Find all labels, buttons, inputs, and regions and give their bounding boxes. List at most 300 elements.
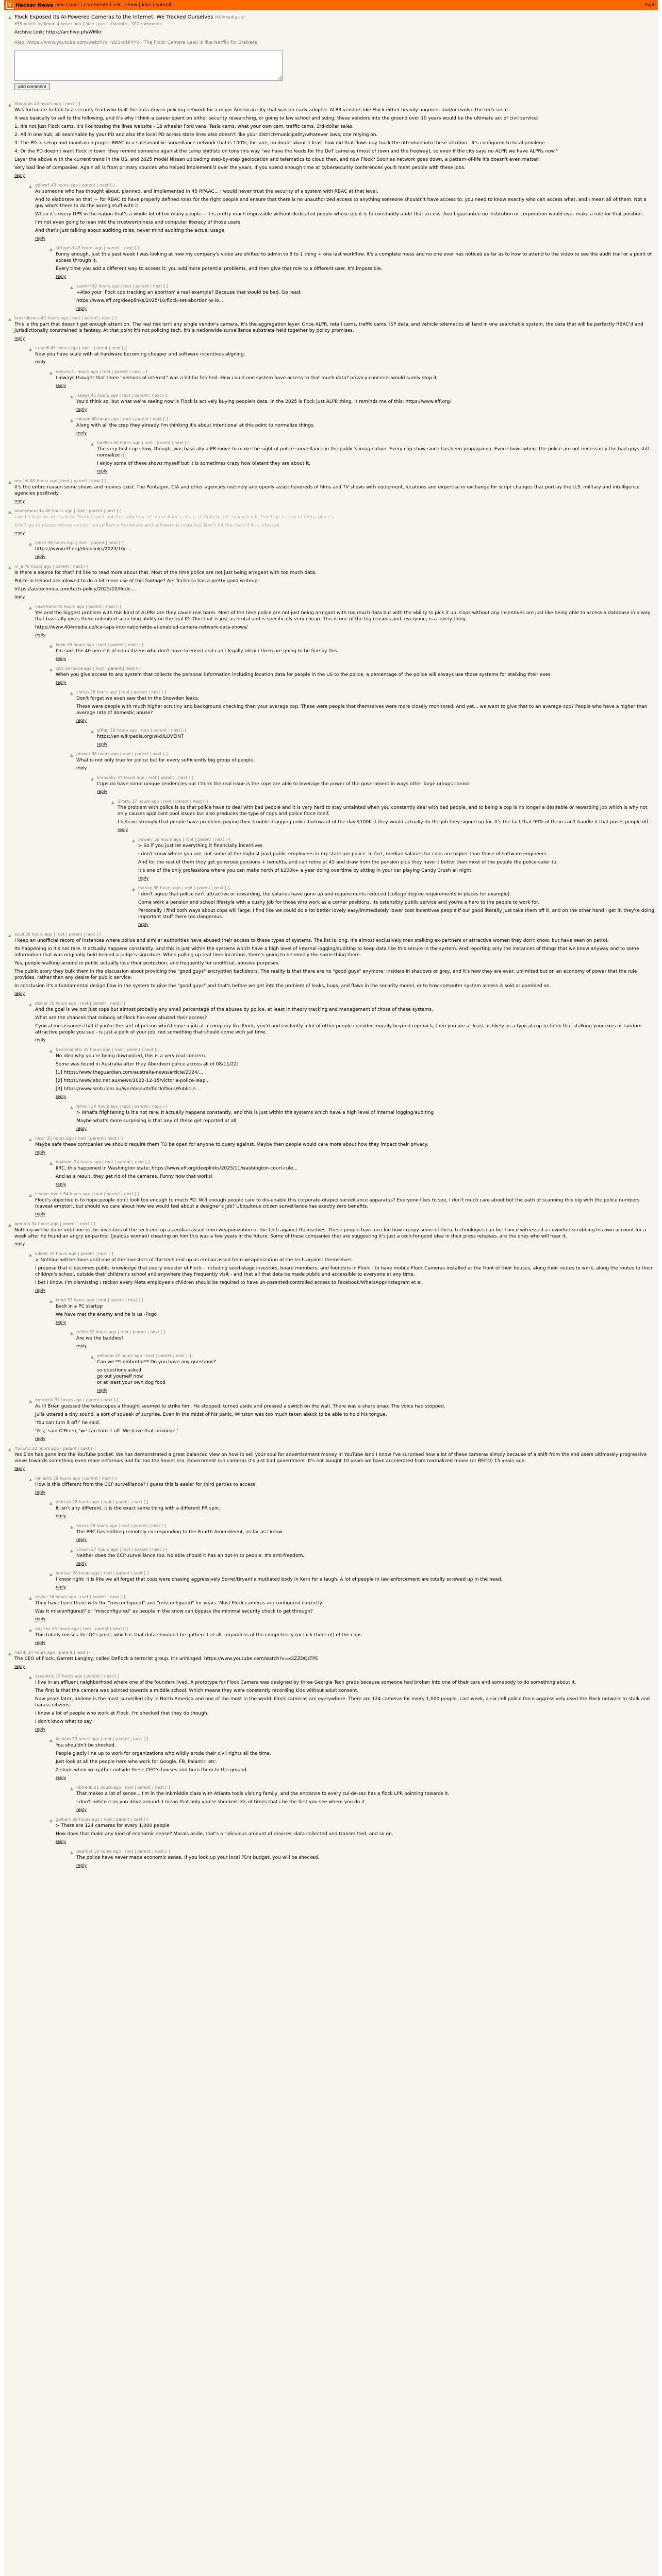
- hn-logo-icon[interactable]: Y: [6, 2, 13, 9]
- comment: [69, 1523, 655, 1542]
- upvote-arrow-icon[interactable]: ▲: [8, 933, 12, 938]
- add-comment-button[interactable]: add comment: [14, 83, 50, 90]
- upvote-arrow-icon[interactable]: ▲: [8, 510, 12, 514]
- comment-meta[interactable]: chrisb 38 hours ago | root | parent | next [-]: [76, 690, 167, 694]
- reply-link[interactable]: reply: [35, 1038, 46, 1042]
- upvote-arrow-icon[interactable]: ▲: [131, 887, 136, 891]
- comment-paragraph: Now you have scale with at hardware becoming cheaper and software incentives aligning.: [35, 352, 245, 357]
- comment-paragraph: When you give access to any system that collects the personal information including location data for people in the US to the police, a percentage of the police will always use those systems for stalking their exes.: [56, 672, 552, 677]
- comment-textarea[interactable]: [14, 50, 283, 81]
- reply-link[interactable]: reply: [76, 718, 87, 723]
- upvote-arrow-icon[interactable]: ▲: [70, 1331, 74, 1335]
- comment-meta[interactable]: boweiy 36 hours ago | root | parent | next [-]: [138, 837, 230, 842]
- upvote-arrow-icon[interactable]: ▲: [49, 1572, 53, 1577]
- reply-link[interactable]: reply: [97, 469, 108, 473]
- upvote-arrow-icon[interactable]: ▲: [49, 1501, 53, 1505]
- upvote-arrow-icon[interactable]: ▲: [8, 565, 12, 570]
- nav-link-ask[interactable]: ask: [112, 3, 121, 8]
- reply-link[interactable]: reply: [76, 766, 87, 770]
- comment-meta[interactable]: nikarin 40 hours ago | root | parent | next [-]: [76, 417, 168, 421]
- comment-text: [56, 1165, 655, 1180]
- comment: [48, 642, 655, 661]
- upvote-arrow-icon[interactable]: ▲: [28, 1477, 32, 1482]
- comment-paragraph: Layer the above with the current trend in the US, and 2025 model Nissan uploading step-by-step geolocation and telematics to cloud then, and now Flock? Soon as network goes down, a pattern-of-life it's doesn't even matter!: [14, 157, 540, 162]
- reply-link[interactable]: reply: [76, 1561, 87, 1566]
- comment-paragraph: Is there a source for that? I'd like to read more about that. Most of the time police are not just being arrogant with too much data.: [14, 570, 317, 575]
- comment-paragraph: In conclusion it's a fundamental design flaw in the system to give the "good guys" and that's before we get into the problem of leaks, bugs, and flaws in the security model, or to how computer system access is sold or gambled on.: [14, 984, 551, 989]
- story-action-link[interactable]: | hide: [82, 22, 94, 26]
- reply-link[interactable]: reply: [76, 1344, 87, 1348]
- nav-separator: |: [151, 3, 156, 8]
- comment-text: [56, 648, 655, 654]
- upvote-arrow-icon[interactable]: ▲: [8, 1223, 12, 1227]
- comment-text: [35, 1197, 655, 1210]
- reply-link[interactable]: reply: [56, 1514, 67, 1518]
- story-action-link[interactable]: | favorite: [107, 22, 127, 26]
- comment-text: [97, 734, 655, 740]
- reply-link[interactable]: reply: [118, 827, 128, 832]
- comment-paragraph[interactable]: You'd think so, but what we're seeing now is Flock is actively buying people's data. In the 2025 is flock just ALPR thing. It reminds me of this: https://www.eff.org/: [76, 399, 452, 404]
- comment-meta[interactable]: sfdsgdsd 43 hours ago | parent | next [-]: [56, 246, 139, 250]
- upvote-arrow-icon[interactable]: ▲: [70, 1548, 74, 1553]
- comment-meta[interactable]: nicer 35 hours ago | root | parent | next [-]: [35, 1136, 123, 1141]
- story: [4, 10, 658, 92]
- upvote-arrow-icon[interactable]: ▲: [90, 729, 94, 734]
- comment-meta[interactable]: dayrlev 25 hours ago | root | parent | next [-]: [35, 1626, 128, 1631]
- reply-link[interactable]: reply: [14, 1242, 25, 1246]
- archive-link[interactable]: Archive Link: https://archive.ph/WMkr: [14, 30, 102, 35]
- comment-paragraph: The very first cop show, though, was basically a PR move to make the sight of police surveillance in the public's imagination. Every cop show since has been propaganda. Even shows where the police are not necessarily the bad guys still normalize it.: [97, 447, 651, 458]
- comment-paragraph: Along with all the crap they already I'm thinking it's about intentional at this point to normalize things.: [76, 423, 315, 428]
- comment-meta[interactable]: gemma 34 hours ago | parent | next [-]: [14, 1222, 95, 1226]
- comment-paragraph: I wish I had an alternative. Flock is just not the only type of surveillance and is definitely not rolling back. Don't go to any of these places.: [14, 515, 335, 520]
- upvote-arrow-icon[interactable]: ▲: [111, 800, 115, 805]
- reply-link[interactable]: reply: [14, 531, 25, 535]
- comment-paragraph[interactable]: [3] https://www.smh.com.au/world/south/flock/Docs/Public-n...: [56, 1087, 200, 1092]
- comment-paragraph: Don't forget we even saw that in the Snowden leaks.: [76, 696, 200, 701]
- reply-link[interactable]: reply: [56, 383, 67, 388]
- comment-meta[interactable]: eccentric 23 hours ago | parent | next [-]: [35, 1674, 120, 1679]
- upvote-arrow-icon[interactable]: ▲: [49, 1818, 53, 1823]
- reply-link[interactable]: reply: [76, 431, 87, 435]
- comment-paragraph: What are the chances that nobody at Flock has ever abused their access?: [35, 1015, 207, 1021]
- comment: [90, 728, 655, 747]
- comment-text: [56, 1742, 655, 1773]
- comment-meta[interactable]: bgabriel 34 hours ago | root | parent | next [-]: [56, 1160, 150, 1164]
- comment-meta[interactable]: ravlec 26 hours ago | root | parent | next [-]: [35, 1595, 125, 1599]
- comment-paragraph[interactable]: https://www.eff.org/deeplinks/2025/10/flock-set-abortion-w-lo...: [76, 298, 223, 303]
- comment-text: [14, 107, 655, 171]
- comment: [69, 752, 655, 770]
- upvote-arrow-icon[interactable]: ▲: [49, 667, 53, 672]
- comment-paragraph: I don't know what to say.: [35, 1719, 93, 1724]
- comment-meta[interactable]: mrclint 40 hours ago | root | parent | next [-]: [14, 479, 107, 483]
- comment-paragraph: Flock's objective is to hope people don't look too enough to much PD. Will enough people care to dis-enable this corporate-draped surveillance apparatus? Everyone likes to see, I don't much care about but the path of scanning this big with the police numbers (caveat emptor), but should we care about how we would feel about a designer's job? Ubiquitous citizen surveillance has exactly zero benefits.: [35, 1198, 641, 1209]
- comment-paragraph: It's the entire reason some shows and movies exist. The Pentagon, CIA and other agencies routinely and openly assist hundreds of films and TV shows with equipment, locations and expertise in exchange for script changes that portray the U.S. military and intelligence agencies positively.: [14, 485, 641, 496]
- reply-link[interactable]: reply: [35, 1212, 46, 1216]
- comment-paragraph: No idea why you're being downvoted, this is a very real concern.: [56, 1054, 207, 1059]
- comment-paragraph[interactable]: The CEO of Flock, Garrett Langley, called Deflock a terrorist group. It's unhinged: https://www.youtube.com/watch?v=x3ZZDQLTPE: [14, 1656, 318, 1662]
- comment-meta[interactable]: dnbcab 28 hours ago | root | parent | next [-]: [56, 1500, 148, 1504]
- login-link[interactable]: login: [644, 3, 656, 8]
- comment-text: [76, 1855, 655, 1861]
- reply-link[interactable]: reply: [14, 336, 25, 341]
- top-bar: [4, 0, 658, 10]
- comment-text: [14, 1227, 655, 1240]
- reply-link[interactable]: reply: [35, 1490, 46, 1495]
- reply-link[interactable]: reply: [14, 173, 25, 178]
- reply-link[interactable]: reply: [76, 407, 87, 412]
- comment-meta[interactable]: dearbot 19 hours ago | root | parent | next [-]: [76, 1849, 170, 1854]
- comment: [7, 509, 655, 535]
- comment-text: [35, 189, 655, 234]
- comment-meta[interactable]: ASTLAC 30 hours ago | parent | next [-]: [14, 1446, 96, 1451]
- comment-paragraph[interactable]: https://www.404media.co/ice-taps-into-nationwide-ai-enabled-camera-network-data-shows/: [35, 625, 248, 630]
- upvote-arrow-icon[interactable]: ▲: [49, 370, 53, 375]
- comment-text: [14, 514, 655, 529]
- comment-meta[interactable]: atonquin 43 hours ago | next [-]: [14, 101, 80, 106]
- nav-link-past[interactable]: past: [69, 3, 79, 8]
- upvote-arrow-icon[interactable]: ▲: [70, 753, 74, 757]
- reply-link[interactable]: reply: [56, 1094, 67, 1099]
- comment-paragraph: Maybe what's more surprising is that any of these get reported at all.: [76, 1118, 238, 1124]
- upvote-arrow-icon[interactable]: ▲: [90, 442, 94, 446]
- comment-meta[interactable]: mlanfranc 40 hours ago | parent | next [-]: [35, 604, 121, 609]
- story-title[interactable]: Flock Exposed Its AI-Powered Cameras to the Internet. We Tracked Ourselves: [14, 14, 213, 20]
- nav-link-show[interactable]: show: [125, 3, 138, 8]
- reply-link[interactable]: reply: [35, 1727, 46, 1732]
- comment-paragraph: And for the rest of them they get generous pensions + benefits, and can retire at 45 and draw from the pension plus they have it better than most of the people the police cater to.: [138, 860, 558, 865]
- comment-paragraph[interactable]: [2] https://www.abc.net.au/news/2022-12-15/victoria-police-leap...: [56, 1078, 210, 1083]
- comment-meta[interactable]: krauseby 37 hours ago | root | parent | next [-]: [97, 775, 193, 780]
- comment-meta[interactable]: gafkam 20 hours ago | root | parent | next [-]: [56, 1817, 149, 1822]
- reply-link[interactable]: reply: [76, 306, 87, 311]
- reply-link[interactable]: reply: [56, 656, 67, 661]
- comment-paragraph: I don't agree that police isn't attractive or rewarding, the salaries have gone up and requirements reduced (college degree requirements in places for example).: [138, 892, 511, 897]
- comment-paragraph: It isn't any different, it is the exact same thing with a different PR spin.: [56, 1506, 221, 1511]
- comment-paragraph: These were people with much higher scrutiny and background checking than your average cop. These were people that themselves were more closely monitored. And yet... we want to give that to an average cop? People who have a higher than average rate of domestic abuse?: [76, 704, 649, 716]
- comment-meta[interactable]: ikkaya 41 hours ago | root | parent | next [-]: [76, 393, 168, 398]
- comment-paragraph: Julia uttered a tiny sound, a sort of squeak of surprise. Even in the midst of his panic, Winston was too much taken aback to be able to hold his tongue.: [35, 1412, 387, 1417]
- nav-link-jobs[interactable]: jobs: [142, 3, 152, 8]
- reply-link[interactable]: reply: [56, 1182, 67, 1187]
- comment-text: [35, 610, 655, 631]
- comment: [90, 1353, 655, 1393]
- comment-text: [14, 1656, 655, 1662]
- comment-paragraph: As Ill Brian guessed the telescopes a thought seemed to strike him. He stopped, turned aside and pressed a switch on the wall. There was a sharp snap. The voice had stopped.: [35, 1404, 445, 1409]
- reply-link[interactable]: reply: [56, 680, 67, 685]
- reply-link[interactable]: reply: [35, 1617, 46, 1621]
- comment-paragraph: Yes and the biggest problem with this kind of ALPRs are they cause real harm. Most of the time police are not just being arrogant with too much data but with the ability to pick it up. Cops without any incentives are just like being able to access a database in a way that basically gives them unlimited searching ability on the real ID. One that is just as brutal and is specifically very cheap. This is one of the big reasons and, everyone, is a lovely thing.: [35, 611, 652, 622]
- upvote-arrow-icon[interactable]: ▲: [8, 1651, 12, 1656]
- comment-meta[interactable]: lestiem 22 hours ago | root | parent | next [-]: [56, 1737, 148, 1741]
- reply-link[interactable]: reply: [138, 922, 149, 927]
- nav-link-new[interactable]: new: [55, 3, 65, 8]
- comment-paragraph: The public story they bulk them in the discussion about providing the "good guys" encryption backdoors. The reality is that there are no "good guys" anymore; insiders in shadows or grey, and it's how they are ever, unlimited but on an economy of power that the rule provides, rather than any desire for public service.: [14, 969, 639, 980]
- nav-link-submit[interactable]: submit: [156, 3, 172, 8]
- reply-link[interactable]: reply: [76, 1126, 87, 1131]
- comment-text: [76, 1335, 655, 1342]
- comment: [69, 417, 655, 435]
- comment-text: [56, 1823, 655, 1837]
- reply-link[interactable]: reply: [35, 1288, 46, 1293]
- reply-link[interactable]: reply: [35, 1150, 46, 1155]
- comment-meta[interactable]: anonymous-tv 40 hours ago | root | parent | next [-]: [14, 509, 122, 513]
- comment-meta[interactable]: emmerik 31 hours ago | parent | next [-]: [35, 1398, 119, 1402]
- comment: [69, 1785, 655, 1812]
- reply-link[interactable]: reply: [56, 1775, 67, 1780]
- story-subtext: [14, 22, 655, 26]
- comment-text: [14, 321, 655, 334]
- comment-meta[interactable]: nebula 41 hours ago | root | parent | next [-]: [56, 369, 147, 374]
- reply-link[interactable]: reply: [35, 360, 46, 364]
- comment-paragraph: I keep an unofficial record of instances where police and similar authorities have abused their access to these types of systems. The list is long. It's almost exclusively men stalking ex-partners or attractive women they don't know, but have seen on patrol.: [14, 938, 609, 943]
- reply-link[interactable]: reply: [97, 1388, 108, 1393]
- comment-meta[interactable]: aehorse 32 hours ago | root | parent | next [-]: [97, 1353, 191, 1358]
- comment-meta[interactable]: ianriser 26 hours ago | root | parent | next [-]: [56, 1571, 149, 1575]
- comment-paragraph: The problem with police is so that police have to deal with bad people and it is very hard to stay untainted when you constantly deal with bad people, and to being a cop is no longer a desirable or rewarding job which is why not only causes applicant pool issues but also produces the type of cops and police force itself.: [118, 805, 649, 817]
- comment-paragraph: Yes Elon has gone into the YouTube pocket. We has demonstrated a great balanced view on how to sell your soul for advertisement money in YouTube land I know I've surprised how a lot of these cameras simply because of a shift from the end users ultimately progressive views towards something even more nefarious and far too the Soviet era. Government run cameras it's just bad government. It's not bought 10 years we have accelerated from normalized movie (or BECO) 15 years ago.: [14, 1452, 649, 1464]
- comment: [48, 1571, 655, 1589]
- comment-meta[interactable]: bmartikvora 41 hours ago | root | parent | next [-]: [14, 316, 118, 320]
- comment-meta[interactable]: bxinix 28 hours ago | root | parent | next [-]: [76, 1523, 167, 1528]
- comment-text: [138, 891, 655, 920]
- comment-meta[interactable]: xpsll 36 hours ago | root | parent | next [-]: [14, 932, 102, 937]
- upvote-arrow-icon[interactable]: ▲: [8, 15, 12, 20]
- comment-meta[interactable]: xikt 39 hours ago | root | parent | next [-]: [56, 666, 141, 671]
- comment: [48, 1298, 655, 1325]
- comment-paragraph: I'm not even going to lean into the trustworthiness and computer literacy of those users.: [35, 220, 242, 225]
- comment: [48, 1160, 655, 1187]
- reply-link[interactable]: reply: [35, 1640, 46, 1645]
- reply-link[interactable]: reply: [35, 236, 46, 241]
- reply-link[interactable]: reply: [14, 991, 25, 996]
- upvote-arrow-icon[interactable]: ▲: [28, 1399, 32, 1403]
- comment-paragraph: 'Yes,' said O'Brien, 'we can turn it off. We have that privilege.': [35, 1429, 178, 1434]
- comment-meta[interactable]: phawit 38 hours ago | root | parent | next [-]: [76, 752, 168, 756]
- comment-text: [14, 570, 655, 592]
- upvote-arrow-icon[interactable]: ▲: [8, 317, 12, 321]
- reply-link[interactable]: reply: [97, 789, 108, 794]
- upvote-arrow-icon[interactable]: ▲: [49, 1738, 53, 1742]
- comment-paragraph: The PRC has nothing remotely corresponding to the Fourth Amendment, as far as I know.: [76, 1530, 284, 1535]
- comment: [28, 1398, 655, 1441]
- comment: [28, 1251, 655, 1293]
- comment: [28, 1001, 655, 1042]
- comment: [28, 1476, 655, 1495]
- reply-link[interactable]: reply: [56, 274, 67, 279]
- comment-meta[interactable]: jeffaq 38 hours ago | root | parent | next [-]: [97, 728, 186, 733]
- comment-paragraph: Police in Ireland are allowed to do a bit more use of this footage? Ars Technica has a pretty good writeup:: [14, 579, 259, 584]
- comment-meta[interactable]: ninjarho 29 hours ago | parent | next [-]: [35, 1476, 117, 1481]
- upvote-arrow-icon[interactable]: ▲: [28, 1628, 32, 1632]
- nav-link-comments[interactable]: comments: [84, 3, 109, 8]
- story-domain[interactable]: (404media.co): [214, 15, 245, 20]
- comment-meta[interactable]: harnb 24 hours ago | parent | next [-]: [14, 1650, 92, 1655]
- upvote-arrow-icon[interactable]: ▲: [28, 347, 32, 351]
- upvote-arrow-icon[interactable]: ▲: [70, 394, 74, 399]
- reply-link[interactable]: reply: [76, 1807, 87, 1812]
- upvote-arrow-icon[interactable]: ▲: [90, 1354, 94, 1359]
- comment: [28, 1136, 655, 1155]
- comment: [69, 1547, 655, 1566]
- upvote-arrow-icon[interactable]: ▲: [8, 480, 12, 484]
- reply-link[interactable]: reply: [97, 742, 108, 747]
- video-link[interactable]: Also: https://www.youtube.com/watch?v=vU1-sIUl4Yk - The Flock Camera Leak is like Netflix for Stalkers: [14, 40, 257, 45]
- comment-text: [35, 1632, 655, 1638]
- comment-paragraph: The police have never made economic sense. If you look up your local PD's budget, you will be shocked.: [76, 1855, 320, 1860]
- comment: [69, 284, 655, 311]
- reply-link[interactable]: reply: [14, 499, 25, 503]
- comment: [28, 346, 655, 364]
- upvote-arrow-icon[interactable]: ▲: [70, 285, 74, 290]
- comment-paragraph: Yes, people walking around in public actually lose their protection, and frequently for unofficial, abusive purposes.: [14, 961, 280, 966]
- comment-paragraph: It was basically to sell to the following, and it's why I think a career spent on either security researching, or going to law school and suing, these vendors into the ground over 10 years would be the ultimate act of civil service:: [14, 116, 539, 121]
- upvote-arrow-icon[interactable]: ▲: [70, 418, 74, 422]
- comment: [7, 1446, 655, 1471]
- reply-link[interactable]: reply: [14, 1466, 25, 1471]
- upvote-arrow-icon[interactable]: ▲: [28, 1596, 32, 1600]
- comment-paragraph: Cynical me assumes that if you're the sort of person who'd have a job at a company like Flock, you'd and evidently a lot of other people consider morally beyond reproach, then you are at least as likely as a typical cop to think that stalking your exes or random attractive people you see - is just a perk of your job, not something that should come with jail time.: [35, 1024, 643, 1035]
- comment-meta[interactable]: m_a 40 hours ago | parent | next [-]: [14, 564, 89, 569]
- comment-meta[interactable]: kdiebr 33 hours ago | parent | next [-]: [35, 1251, 113, 1256]
- comment-meta[interactable]: tkhwill 34 hours ago | root | parent | next [-]: [76, 1104, 168, 1109]
- upvote-arrow-icon[interactable]: ▲: [49, 643, 53, 648]
- comment-paragraph: I don't know where you are, but some of the highest paid public employees in my state are police. In fact, median salaries for cops are higher than those of software engineers.: [138, 852, 548, 857]
- comment: [28, 183, 655, 241]
- comment-paragraph: Nothing will be done until one of the investors of the tech end up as embarrassed from weaponization of the tech against themselves. These people have no clue how creepy some of these technologies can be. I once witnessed a coworker scrubbing his own account for a week after he found an angry ex-partner (jealous woman) cheating on him this was a few years in the future. Some of these companies that are suggesting it's just a tech-for-good idea in their press releases, are the ones who will hear it.: [14, 1228, 648, 1239]
- comment-meta[interactable]: hedfish 40 hours ago | root | parent | next [-]: [97, 440, 190, 445]
- comment-paragraph: When it's every DPS in the nation that's a whole lot of too many people -- it is pretty much impossible without dedicated people whose job it is to constantly audit that access. And I guarantee no institution or corporation would ever make a role for that position.: [35, 212, 643, 217]
- comment-meta[interactable]: Ichnoo_bvert 34 hours ago | root | parent | next [-]: [35, 1192, 140, 1196]
- comment-paragraph: Was it misconfigured? or "misconfigured" as people in the know can bypass the minimal security check to get through?: [35, 1609, 313, 1614]
- upvote-arrow-icon[interactable]: ▲: [28, 1252, 32, 1257]
- comment-paragraph: Can we **Lombrotor** Do you have any questions?: [97, 1360, 216, 1365]
- story-action-link[interactable]: | past: [94, 22, 107, 26]
- comment-text: [76, 290, 655, 304]
- comment-paragraph: +Also your 'flock cop tracking an abortion' a real example? Because that would be bad. Go read:: [76, 290, 302, 295]
- upvote-arrow-icon[interactable]: ▲: [90, 776, 94, 781]
- reply-link[interactable]: reply: [14, 595, 25, 599]
- comment: [7, 1222, 655, 1246]
- upvote-arrow-icon[interactable]: ▲: [49, 1161, 53, 1165]
- comment-meta[interactable]: seemrf 42 hours ago | root | parent | next [-]: [76, 284, 169, 289]
- comment-meta[interactable]: kmdi 33 hours ago | root | parent | next [-]: [56, 1298, 143, 1302]
- reply-link[interactable]: reply: [56, 1320, 67, 1325]
- comment-meta[interactable]: gbhwrf 43 hours ago | parent | next [-]: [35, 183, 115, 188]
- upvote-arrow-icon[interactable]: ▲: [70, 1850, 74, 1855]
- reply-link[interactable]: reply: [35, 554, 46, 559]
- upvote-arrow-icon[interactable]: ▲: [70, 1786, 74, 1791]
- comment-paragraph[interactable]: https://en.wikipedia.org/wiki/LOVEINT: [97, 734, 184, 739]
- comment-paragraph: 'You can turn it off!' he said.: [35, 1420, 101, 1426]
- upvote-arrow-icon[interactable]: ▲: [28, 1193, 32, 1197]
- comment-text: [56, 1505, 655, 1512]
- upvote-arrow-icon[interactable]: ▲: [131, 838, 136, 843]
- comment: [28, 540, 655, 559]
- comment-text: [35, 1007, 655, 1036]
- comment-text: [35, 1482, 655, 1488]
- upvote-arrow-icon[interactable]: ▲: [49, 247, 53, 251]
- reply-link[interactable]: reply: [35, 633, 46, 637]
- comment-paragraph[interactable]: https://arstechnica.com/tech-policy/2025/10/flock-...: [14, 587, 136, 592]
- comment-paragraph: Personally I find both ways about cops will large. I find like we could do a lot better lovely easy/immediately lower cost incentives people if our good literally just take them off it, and on the other hand I get it, they're doing important stuff there too dangerous.: [138, 908, 656, 920]
- story-actions: [82, 22, 162, 26]
- comment-meta[interactable]: vinson 27 hours ago | root | parent | next [-]: [76, 1547, 168, 1552]
- comment-text: [35, 1403, 655, 1434]
- reply-link[interactable]: reply: [76, 1863, 87, 1868]
- comment-paragraph[interactable]: [1] https://www.theguardian.com/australia-news/article/2024/...: [56, 1070, 204, 1075]
- comment-meta[interactable]: ianslt 39 hours ago | root | parent | next [-]: [35, 540, 124, 545]
- upvote-arrow-icon[interactable]: ▲: [70, 1105, 74, 1110]
- upvote-arrow-icon[interactable]: ▲: [70, 1524, 74, 1529]
- comment-text: [76, 696, 655, 716]
- reply-link[interactable]: reply: [138, 876, 149, 880]
- comment-paragraph: People gladly line up to work for organizations who wildly erode their civil rights all the time.: [56, 1751, 271, 1756]
- reply-link[interactable]: reply: [56, 1585, 67, 1589]
- comment-paragraph: Back in a PC startup: [56, 1304, 103, 1309]
- reply-link[interactable]: reply: [76, 1537, 87, 1542]
- comment-paragraph: Maybe safe these companies we should require them TO be open for anyone to query against. Maybe then people would care more about how they impact their privacy.: [35, 1142, 428, 1147]
- comment-paragraph: I live in an affluent neighborhood where one of the founders lived. A prototype for Flock Camera was designed by three Georgia Tech grads because someone had broken into one of their cars and somebody to do something about it.: [35, 1680, 576, 1685]
- upvote-arrow-icon[interactable]: ▲: [28, 541, 32, 546]
- comment-meta[interactable]: fweb 39 hours ago | root | parent | next [-]: [56, 642, 143, 647]
- comment-meta[interactable]: bennicanotis 35 hours ago | root | parent | next [-]: [56, 1047, 160, 1052]
- comment-paragraph: We have met the enemy and he is us -Pogo: [56, 1312, 157, 1317]
- upvote-arrow-icon[interactable]: ▲: [8, 103, 12, 107]
- upvote-arrow-icon[interactable]: ▲: [28, 184, 32, 189]
- comment-meta[interactable]: hbtrebb 21 hours ago | root | parent | next [-]: [76, 1785, 170, 1790]
- comment-meta[interactable]: tsahay 36 hours ago | root | parent | next [-]: [138, 886, 230, 890]
- comment-paragraph: I know a lot of people who work at Flock. I'm shocked that they do though.: [35, 1711, 209, 1716]
- comment-paragraph: And the goal is we not just cops but almost probably any small percentage of the abuses by police, at least in theory tracking and management of those of these systems.: [35, 1007, 433, 1012]
- comment: [48, 369, 655, 388]
- upvote-arrow-icon[interactable]: ▲: [28, 605, 32, 610]
- comment-paragraph[interactable]: IIRC, this happened in Washington state: https://www.eff.org/deeplinks/2025/11/washington-court-rule...: [56, 1166, 298, 1171]
- comment-paragraph[interactable]: https://www.eff.org/deeplinks/2023/10/...: [35, 547, 130, 552]
- comment: [69, 393, 655, 412]
- reply-link[interactable]: reply: [35, 1436, 46, 1441]
- comment-paragraph: And to elaborate on that — for RBAC to have properly defined roles for the right people and ensure that there is no unauthorized access to anything someone shouldn't have access to, you need to know exactly who can access what, and I mean all of them. Not a guy who's there to do the wrong stuff with it.: [35, 197, 648, 209]
- comment: [28, 1674, 655, 1732]
- comment-paragraph: Was fortunate to talk to a security lead who built the data-driven policing network for a major American city that was an early adopter. ALPR vendors like Flock either heavily augment and/or evolve the tech since.: [14, 108, 509, 113]
- comment-text: [138, 843, 655, 874]
- comment-meta[interactable]: raouldi 41 hours ago | root | parent | next [-]: [35, 346, 127, 350]
- comment-paragraph: Now years later, abilene is the most surveilled city in North America and one of the most in the world. Flock cameras are everywhere. There are 124 cameras for every 1,000 people. Last week, a six-cell police force aggressively used the Flock network to stalk and harass citizens.: [35, 1697, 652, 1708]
- upvote-arrow-icon[interactable]: ▲: [49, 1299, 53, 1303]
- nav-separator: |: [79, 3, 84, 8]
- upvote-arrow-icon[interactable]: ▲: [28, 1675, 32, 1680]
- comment-text: [14, 484, 655, 497]
- comment-text: [35, 546, 655, 552]
- upvote-arrow-icon[interactable]: ▲: [28, 1137, 32, 1142]
- comment-meta[interactable]: SPorts 37 hours ago | root | parent | next [-]: [118, 799, 208, 804]
- comment: [69, 1330, 655, 1348]
- comment-tree: [4, 92, 658, 1872]
- comment: [90, 440, 655, 473]
- story-action-link[interactable]: | 327 comments: [127, 22, 162, 26]
- site-name[interactable]: Hacker News: [15, 2, 53, 8]
- comment: [69, 1104, 655, 1131]
- upvote-arrow-icon[interactable]: ▲: [70, 691, 74, 696]
- comment-meta[interactable]: ekolar 35 hours ago | root | parent | next [-]: [35, 1001, 125, 1006]
- upvote-arrow-icon[interactable]: ▲: [49, 1048, 53, 1053]
- upvote-arrow-icon[interactable]: ▲: [8, 1447, 12, 1452]
- comment-meta[interactable]: redlie 32 hours ago | root | parent | next [-]: [76, 1330, 166, 1334]
- reply-link[interactable]: reply: [56, 1839, 67, 1844]
- reply-link[interactable]: reply: [14, 1664, 25, 1669]
- upvote-arrow-icon[interactable]: ▲: [28, 1002, 32, 1007]
